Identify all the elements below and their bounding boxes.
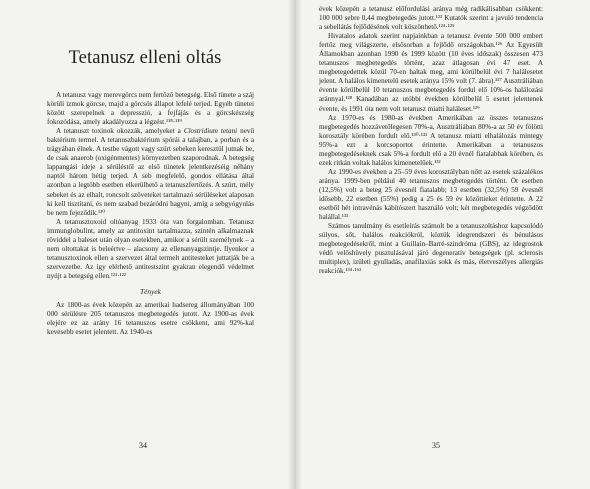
- paragraph: A tetanusz vagy merevgörcs nem fertőző betegség. Első tünete a száj körüli izmok görcse, majd a görcsös állapot lefelé terjed. Egyéb tünetei között szerepelnek a depresszió, a fejfájás és a görcskészség fokozódása, amely akadályozza a légzést.¹¹⁸·¹¹⁹: [47, 91, 254, 127]
- paragraph: Az 1970-es és 1980-as években Amerikában az összes tetanuszos megbetegedés hozzávetőlegesen 70%-a, Ausztráliában 80%-a az 50 év fölötti korosztály körében fordult elő.¹³⁰·¹³¹ A tetanusz miatti elhalálozás mintegy 95%-a ezt a korcsoportot érintette. Amerikában a tetanuszos megbetegedéseknek csak 5%-a fordult elő a 20 évnél fiatalabbak körében, és ezek ritkán voltak halálos kimenetelűek.¹³²: [319, 113, 543, 167]
- paragraph: évek közepén a tetanusz előfordulási aránya még radikálisabban csökkent: 100 000 sebre 0,44 megbetegedés jutott.¹²³ Kutatók szerint a javuló tendencia a sebellátás fejlődésének volt köszönhető.¹²⁴·¹²⁵: [319, 5, 543, 32]
- right-page: [300, 0, 590, 489]
- paragraph: A tetanuszt toxinok okozzák, amelyeket a Clostridium tetani nevű baktérium termel. A tetanuszbaktérium spórái a talajban, a porban és a trágyában élnek. A testbe vágott vagy szúrt sebeken keresztül jutnak be, de csak anaerob (oxigénmentes) környezetben szaporodnak. A betegség lappangási ideje a sérüléstől az első tünetek jelentkezéséig néhány naptól három hétig terjed. A seb megfelelő, gondos ellátása által azonban a legtöbb esetben elkerülhető a tetanuszfertőzés. A szúrt, mély sebeket és az elhalt, roncsolt szöveteket tartalmazó sérüléseket alaposan ki kell tisztítani, és nem szabad bezáródni hagyni, amíg a sebgyógyulás be nem fejeződik.¹²⁰: [47, 127, 255, 217]
- paragraph: Az 1990-es években a 25–59 éves korosztályban nőtt az esetek százalékos aránya. 1999-ben például 40 tetanuszos megbetegedés történt. Öt esetben (12,5%) volt a beteg 25 évesnél fiatalabb; 13 esetben (32,5%) 59 évesnél idősebb, 22 esetben (55%) pedig a 25 és 59 év közöttieket érintette. A 22 esetből hét intravénás kábítószert használó volt; két megbetegedés végződött halállal.¹³³: [319, 167, 543, 222]
- chapter-title: Tetanusz elleni oltás: [68, 48, 222, 68]
- paragraph: Számos tanulmány és esetleírás számolt be a tetanuszoltáshoz kapcsolódó súlyos, sőt, halálos reakciókról, köztük idegrendszeri és bénulásos megbetegedésekről, mint a Guillain–Barré-szindróma (GBS), az idegrostok védő velőshüvely pusztulásával járó degeneratív betegségek (pl. sclerosis multiplex), izületi gyulladás, anafilaxiás sokk és más, életveszélyes allergiás reakciók.¹³⁴·¹⁶²: [319, 222, 543, 276]
- page-number: 35: [432, 441, 440, 450]
- left-page-body: [47, 91, 254, 337]
- paragraph: Hivatalos adatok szerint napjainkban a tetanusz évente 500 000 embert fertőz meg világszerte, elsősorban a fejlődő országokban.¹²⁶ Az Egyesült Államokban azonban 1990 és 1999 között (10 éves időszak) összesen 473 tetanuszos megbetegedés történt, azaz átlagosan évi 47 eset. A megbetegedettek közül 70-en haltak meg, ami körülbelül évi 7 halálesetet jelent. A halálos kimenetelű esetek aránya 15% volt (7. ábra).¹²⁷ Ausztráliában évente körülbelül 10 tetanuszos megbetegedés fordul elő 10%-os halálozási aránnyal.¹²⁸ Kanadában az utóbbi években körülbelül 5 esetet jelentenek évente, és 1991 óta nem volt tetanusz miatti haláleset.¹²⁹: [319, 32, 543, 113]
- left-page: [0, 0, 290, 489]
- paragraph: A tetanusztoxoid oltóanyag 1933 óta van forgalomban. Tetanusz immunglobulint, amely az antitoxint tartalmazza, szintén alkalmaznak röviddel a baleset után olyan esetekben, amikor a sérült személynek – a nem oltottakat is beleértve – alacsony az ellenanyagszintje. Ilyenkor a tetanusztoxinok ellen a szervezet által termelt antitesteket juttatják be a szervezetbe. Az így elérhető antitestszint gyakran elegendő védelmet nyújt a betegség ellen.¹²¹·¹²²: [47, 217, 254, 280]
- right-page-body: [319, 5, 543, 276]
- paragraph: Az 1800-as évek közepén az amerikai hadsereg állományában 100 000 sérülésre 205 tetanuszos megbetegedés jutott. Az 1900-as évek elejére ez az arány 16 tetanuszos esetre csökkent, ami 92%-kal kevesebb esetet jelentett. Az 1940-es: [47, 301, 254, 337]
- page-number: 34: [139, 441, 147, 450]
- section-heading: Tények: [140, 286, 161, 296]
